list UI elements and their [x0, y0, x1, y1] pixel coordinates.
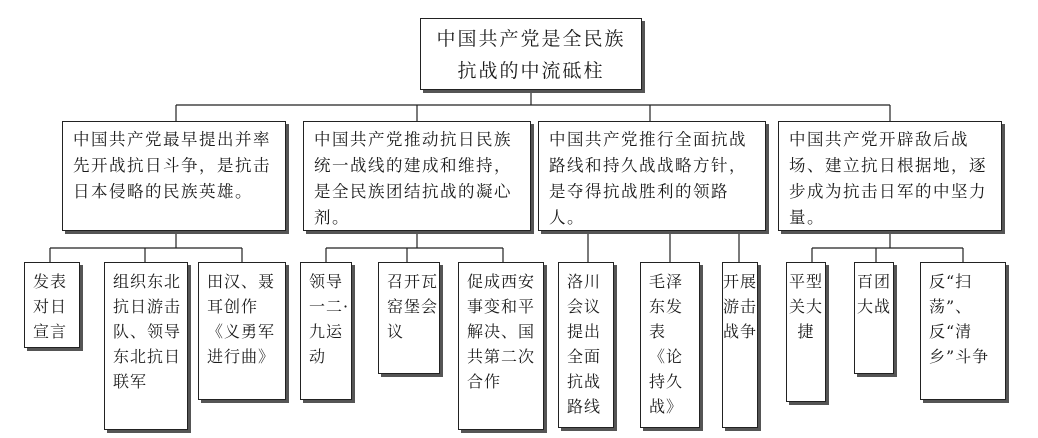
root-title-line-2: 抗战的中流砥柱: [457, 60, 605, 82]
leaf-node-11: [854, 262, 894, 374]
leaf-node-3: [198, 262, 286, 400]
leaf-node-2: [104, 262, 188, 430]
leaf-node-5: [378, 262, 440, 374]
leaf-node-1: [24, 262, 80, 348]
leaf-node-10-text: 平型关大捷: [788, 272, 823, 341]
leaf-node-7-text: 洛川会议提出全面抗战路线: [567, 272, 602, 416]
leaf-node-9-text: 开展游击战争: [723, 272, 758, 341]
leaf-node-7: [558, 262, 614, 428]
branch-node-1: 中国共产党最早提出并率先开战抗日斗争，是抗击日本侵略的民族英雄。: [62, 121, 286, 231]
branch-node-4: 中国共产党开辟敌后战场、建立抗日根据地，逐步成为抗击日军的中坚力量。: [778, 121, 1002, 231]
leaf-node-3-text: 田汉、聂耳创作《义勇军进行曲》: [207, 272, 276, 366]
root-node: [420, 18, 642, 90]
branch-node-3: 中国共产党推行全面抗战路线和持久战战略方针，是夺得抗战胜利的领路人。: [538, 121, 766, 231]
leaf-node-12-text: 反“扫荡”、反“清乡”斗争: [929, 272, 990, 366]
leaf-node-4-text: 领导一二·九运动: [309, 272, 350, 366]
leaf-node-10: [786, 262, 826, 402]
leaf-node-2-text: 组织东北抗日游击队、领导东北抗日联军: [113, 272, 182, 391]
leaf-node-5-text: 召开瓦窑堡会议: [387, 272, 439, 341]
leaf-node-6: [458, 262, 544, 430]
leaf-node-8-text: 毛泽东发表《论持久战》: [649, 272, 684, 416]
leaf-node-12: [920, 262, 1006, 400]
leaf-node-9: [722, 262, 758, 428]
leaf-node-1-text: 发表对日宣言: [33, 272, 68, 341]
branch-node-2: 中国共产党推动抗日民族统一战线的建成和维持，是全民族团结抗战的凝心剂。: [303, 121, 531, 231]
leaf-node-4: [300, 262, 352, 400]
leaf-node-6-text: 促成西安事变和平解决、国共第二次合作: [467, 272, 536, 391]
leaf-node-8: [640, 262, 700, 428]
root-title-line-1: 中国共产党是全民族: [436, 28, 626, 50]
leaf-node-11-text: 百团大战: [856, 272, 891, 316]
